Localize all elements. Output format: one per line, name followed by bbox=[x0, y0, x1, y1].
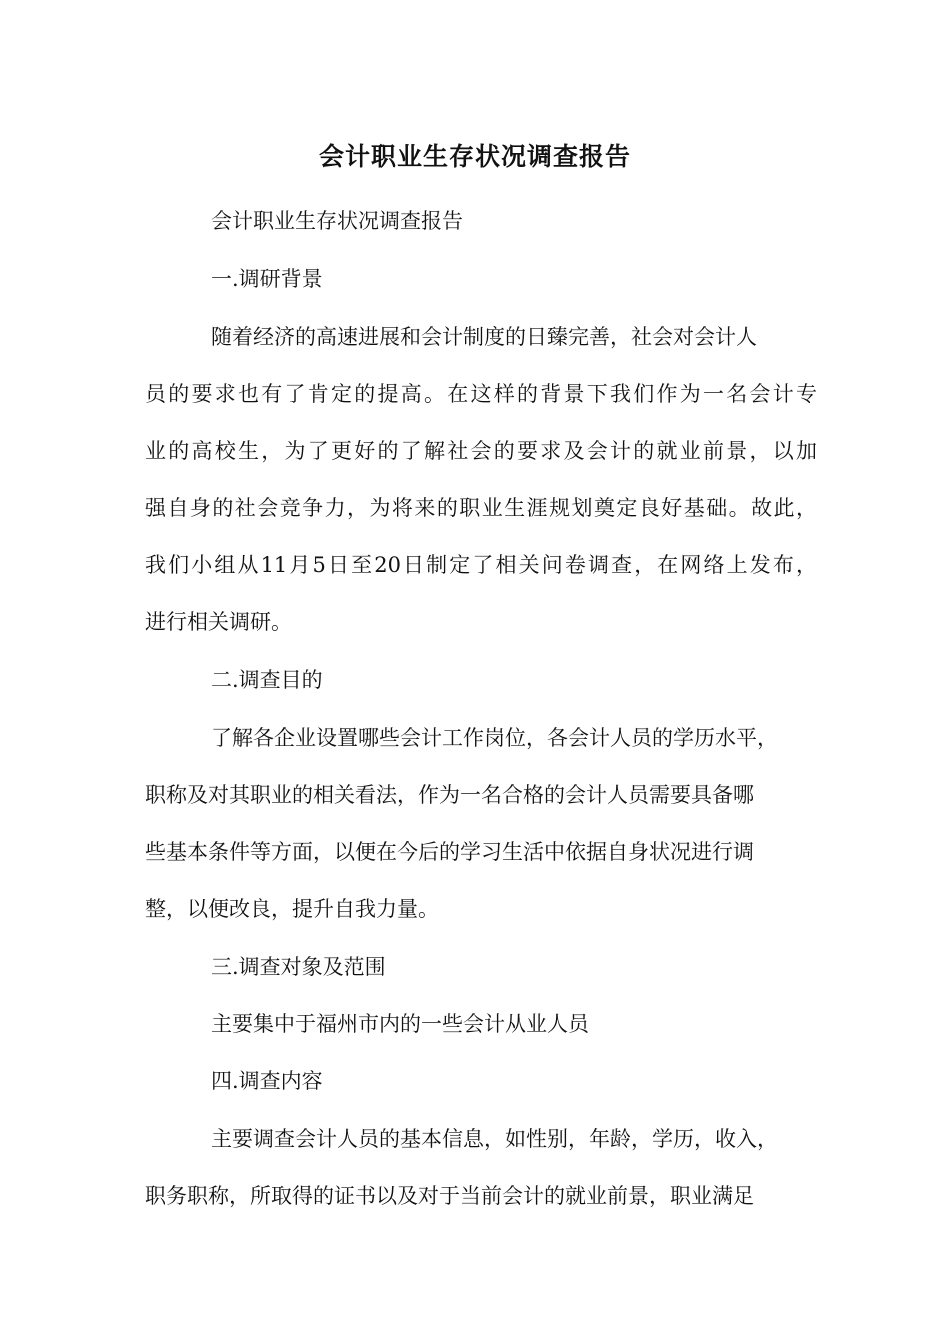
paragraph-line: 职务职称，所取得的证书以及对于当前会计的就业前景，职业满足 bbox=[145, 1184, 754, 1208]
section-heading-2: 二.调查目的 bbox=[211, 668, 323, 692]
paragraph-line: 了解各企业设置哪些会计工作岗位，各会计人员的学历水平， bbox=[211, 726, 778, 750]
subtitle-line: 会计职业生存状况调查报告 bbox=[211, 209, 463, 233]
paragraph-line: 随着经济的高速进展和会计制度的日臻完善，社会对会计人 bbox=[211, 325, 757, 349]
paragraph-line: 整，以便改良，提升自我力量。 bbox=[145, 897, 439, 921]
document-title: 会计职业生存状况调查报告 bbox=[318, 142, 631, 171]
paragraph-line: 主要调查会计人员的基本信息，如性别，年龄，学历，收入， bbox=[211, 1127, 778, 1151]
paragraph-line: 业的高校生，为了更好的了解社会的要求及会计的就业前景，以加 bbox=[145, 439, 817, 463]
paragraph-line: 主要集中于福州市内的一些会计从业人员 bbox=[211, 1012, 589, 1036]
paragraph-line: 员的要求也有了肯定的提高。在这样的背景下我们作为一名会计专 bbox=[145, 382, 817, 406]
section-heading-1: 一.调研背景 bbox=[211, 267, 323, 291]
paragraph-line: 强自身的社会竞争力，为将来的职业生涯规划奠定良好基础。故此， bbox=[145, 496, 817, 520]
paragraph-line: 我们小组从11月5日至20日制定了相关问卷调查，在网络上发布， bbox=[145, 553, 817, 577]
paragraph-line: 进行相关调研。 bbox=[145, 610, 292, 634]
paragraph-line: 些基本条件等方面，以便在今后的学习生活中依据自身状况进行调 bbox=[145, 840, 754, 864]
section-heading-3: 三.调查对象及范围 bbox=[211, 955, 386, 979]
section-heading-4: 四.调查内容 bbox=[211, 1069, 323, 1093]
paragraph-line: 职称及对其职业的相关看法，作为一名合格的会计人员需要具备哪 bbox=[145, 783, 754, 807]
